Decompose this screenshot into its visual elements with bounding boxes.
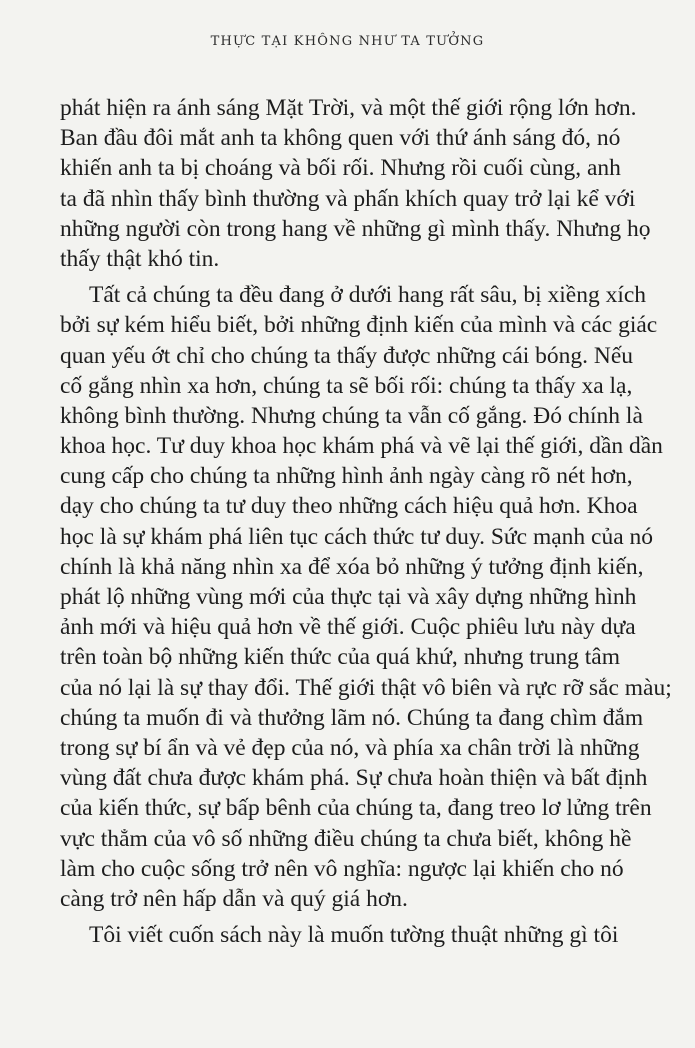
text-line: không bình thường. Nhưng chúng ta vẫn cố gắng. Đó chính là <box>60 402 643 429</box>
text-line: học là sự khám phá liên tục cách thức tư duy. Sức mạnh của nó <box>60 523 654 550</box>
paragraph-3 <box>60 920 672 950</box>
text-line: ta đã nhìn thấy bình thường và phấn khích quay trở lại kể với <box>60 185 636 212</box>
text-line: thấy thật khó tin. <box>60 245 220 272</box>
text-line: trong sự bí ẩn và vẻ đẹp của nó, và phía xa chân trời là những <box>60 734 640 761</box>
text-line: những người còn trong hang về những gì mình thấy. Nhưng họ <box>60 215 651 242</box>
paragraph-2 <box>60 280 672 914</box>
text-line: làm cho cuộc sống trở nên vô nghĩa: ngược lại khiến cho nó <box>60 855 624 882</box>
text-line: của kiến thức, sự bấp bênh của chúng ta, đang treo lơ lửng trên <box>60 795 652 822</box>
text-line: chúng ta muốn đi và thưởng lãm nó. Chúng ta đang chìm đắm <box>60 704 644 731</box>
running-head: THỰC TẠI KHÔNG NHƯ TA TƯỞNG <box>210 34 485 49</box>
text-line: ảnh mới và hiệu quả hơn về thế giới. Cuộc phiêu lưu này dựa <box>60 614 636 641</box>
text-line: vùng đất chưa được khám phá. Sự chưa hoàn thiện và bất định <box>60 765 648 792</box>
text-line: càng trở nên hấp dẫn và quý giá hơn. <box>60 885 408 912</box>
text-line: phát hiện ra ánh sáng Mặt Trời, và một thế giới rộng lớn hơn. <box>60 95 637 121</box>
paragraph-1 <box>60 93 672 274</box>
text-line: khoa học. Tư duy khoa học khám phá và vẽ lại thế giới, dần dần <box>60 433 663 460</box>
text-line: vực thẳm của vô số những điều chúng ta chưa biết, không hề <box>60 825 632 852</box>
text-line: Ban đầu đôi mắt anh ta không quen với thứ ánh sáng đó, nó <box>60 125 621 152</box>
text-line: Tất cả chúng ta đều đang ở dưới hang rất sâu, bị xiềng xích <box>89 282 647 309</box>
text-line: bởi sự kém hiểu biết, bởi những định kiến của mình và các giác <box>60 312 658 339</box>
text-line: của nó lại là sự thay đổi. Thế giới thật vô biên và rực rỡ sắc màu; <box>60 674 672 701</box>
text-line: quan yếu ớt chỉ cho chúng ta thấy được những cái bóng. Nếu <box>60 342 634 369</box>
text-line: cố gắng nhìn xa hơn, chúng ta sẽ bối rối: chúng ta thấy xa lạ, <box>60 372 633 399</box>
text-line: chính là khả năng nhìn xa để xóa bỏ những ý tưởng định kiến, <box>60 553 644 580</box>
text-line: cung cấp cho chúng ta những hình ảnh ngày càng rõ nét hơn, <box>60 463 633 490</box>
text-line: Tôi viết cuốn sách này là muốn tường thuật những gì tôi <box>89 922 619 949</box>
body-text <box>60 93 672 950</box>
text-line: dạy cho chúng ta tư duy theo những cách hiệu quả hơn. Khoa <box>60 493 638 520</box>
text-line: phát lộ những vùng mới của thực tại và xây dựng những hình <box>60 584 637 610</box>
text-line: khiến anh ta bị choáng và bối rối. Nhưng rồi cuối cùng, anh <box>60 155 621 182</box>
text-line: trên toàn bộ những kiến thức của quá khứ, nhưng trung tâm <box>60 644 620 671</box>
